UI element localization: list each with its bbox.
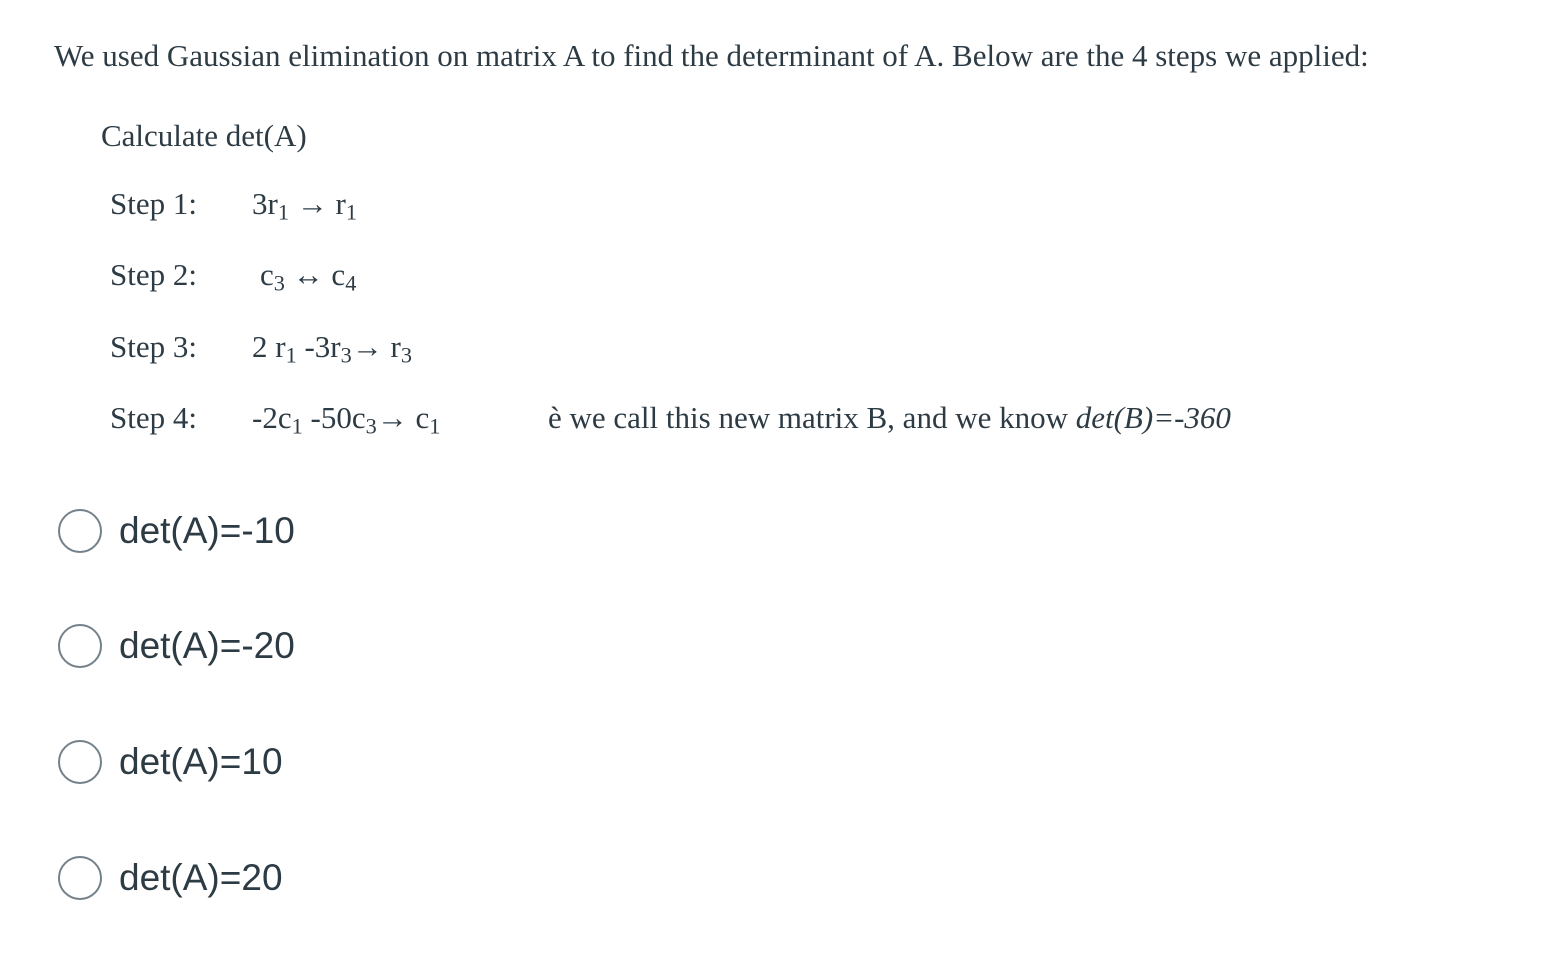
step-operation: $-2c_1$ $-50c_3\to c_1$ xyxy=(252,400,441,439)
answer-label: det(A)=-20 xyxy=(119,625,295,666)
answer-label: det(A)=-10 xyxy=(119,510,295,551)
radio-button[interactable] xyxy=(58,740,102,784)
answer-label: det(A)=10 xyxy=(119,741,283,782)
answer-option-3[interactable] xyxy=(58,740,283,784)
calculate-heading: Calculate det(A) xyxy=(101,118,307,153)
step-operation: $3r_1 \to r_1$ xyxy=(252,186,357,225)
answer-label: det(A)=20 xyxy=(119,857,283,898)
step-4-note: è we call this new matrix B, and we know det(B)=-360 xyxy=(548,400,1231,435)
answer-option-2[interactable] xyxy=(58,624,295,668)
answer-option-4[interactable] xyxy=(58,856,283,900)
step-label: Step 4: xyxy=(110,400,197,435)
radio-button[interactable] xyxy=(58,509,102,553)
radio-button[interactable] xyxy=(58,856,102,900)
question-text: We used Gaussian elimination on matrix A to find the determinant of A. Below are the 4 steps we applied: xyxy=(54,38,1369,73)
step-label: Step 3: xyxy=(110,329,197,364)
radio-button[interactable] xyxy=(58,624,102,668)
step-label: Step 1: xyxy=(110,186,197,221)
step-label: Step 2: xyxy=(110,257,197,292)
step-operation: 2 $r_1$ $-3r_3\to r_3$ xyxy=(252,329,413,368)
answer-option-1[interactable] xyxy=(58,509,295,553)
step-operation: $c_3$ ↔ $c_4$ xyxy=(260,257,357,296)
